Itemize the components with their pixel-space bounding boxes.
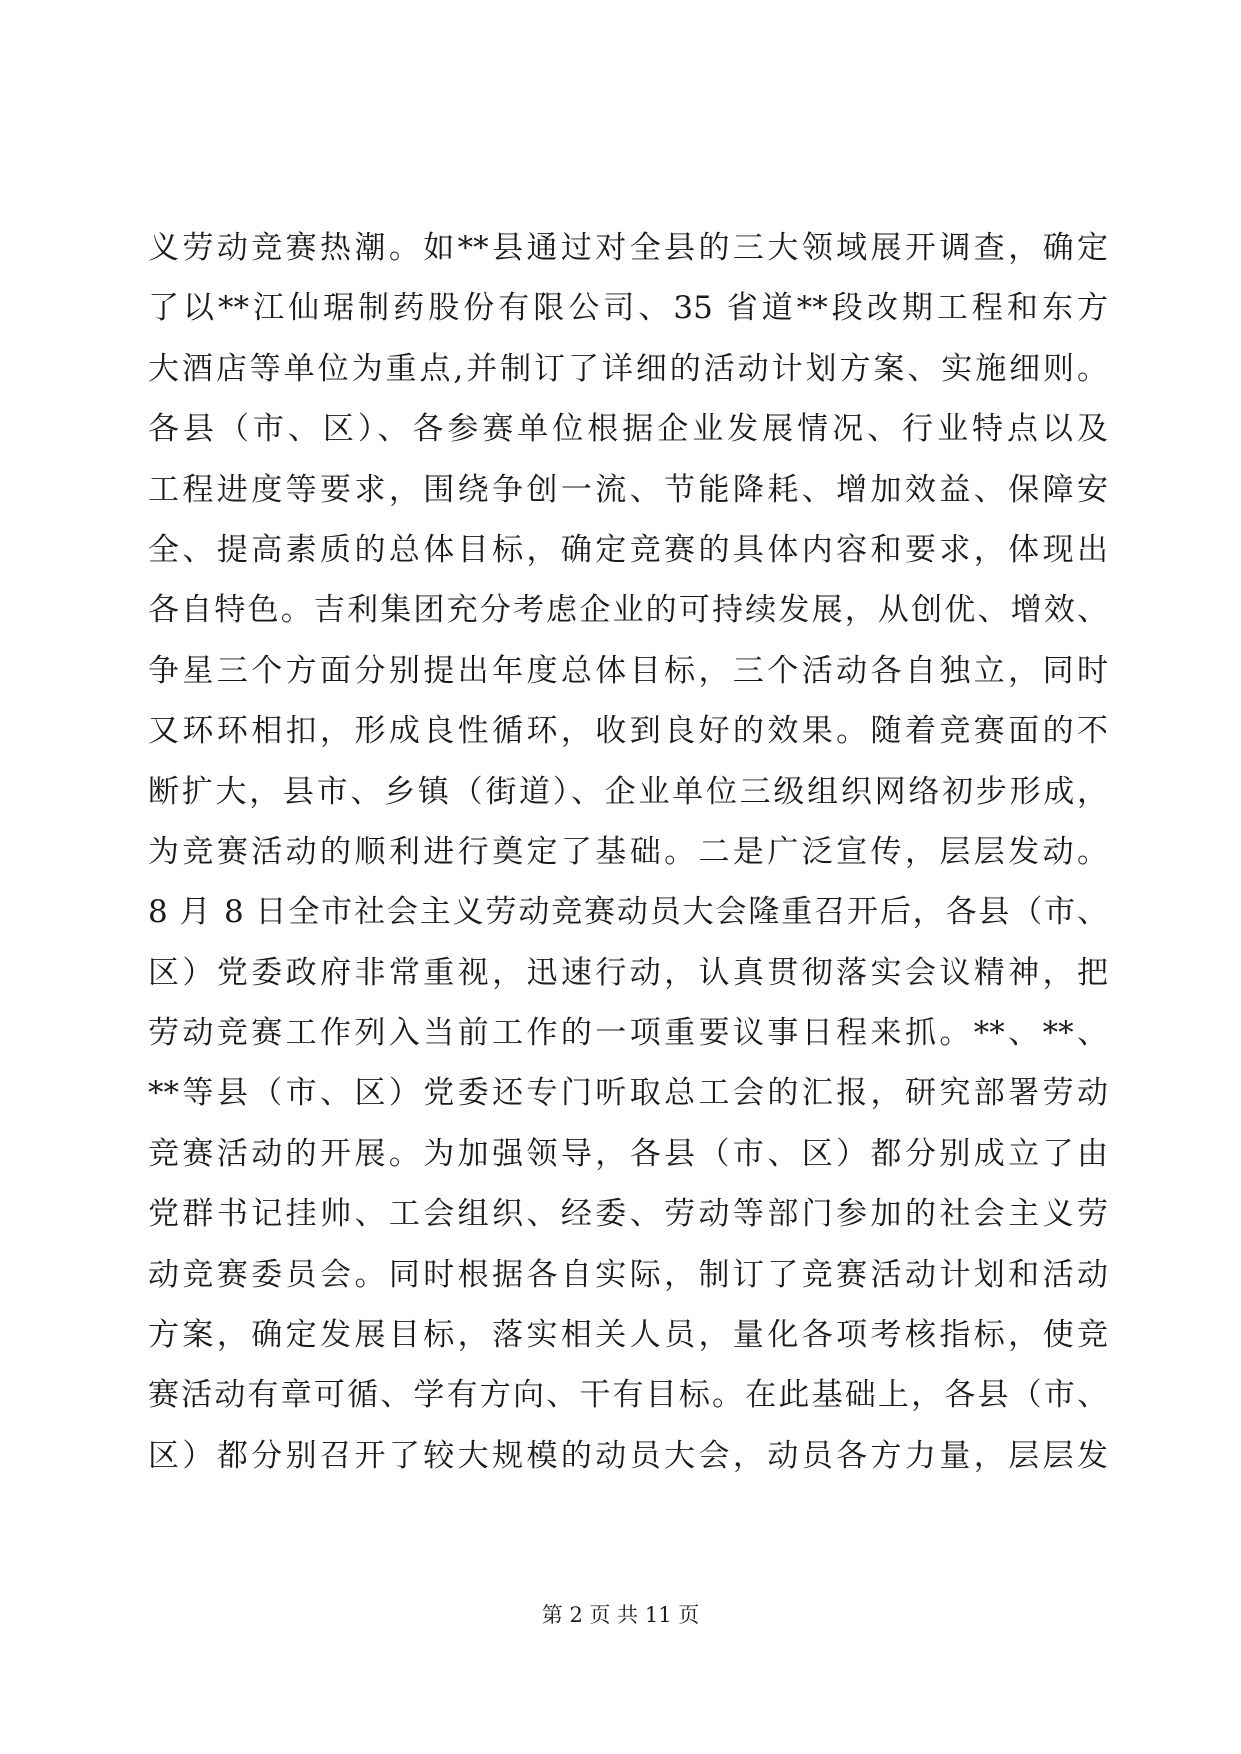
text-line: 赛活动有章可循、学有方向、干有目标。在此基础上，各县（市、 xyxy=(148,1377,1108,1414)
text-line: 为竞赛活动的顺利进行奠定了基础。二是广泛宣传，层层发动。 xyxy=(148,833,1108,870)
text-line: 劳动竞赛工作列入当前工作的一项重要议事日程来抓。**、**、 xyxy=(148,1015,1108,1052)
page-number-label: 第 2 页 共 11 页 xyxy=(541,1603,700,1627)
text-line: 竞赛活动的开展。为加强领导，各县（市、区）都分别成立了由 xyxy=(148,1135,1108,1172)
text-line: 断扩大，县市、乡镇（街道）、企业单位三级组织网络初步形成， xyxy=(148,773,1108,810)
text-line: 工程进度等要求，围绕争创一流、节能降耗、增加效益、保障安 xyxy=(148,471,1108,508)
text-line: 各自特色。吉利集团充分考虑企业的可持续发展，从创优、增效、 xyxy=(148,592,1108,629)
text-line: 了以**江仙琚制药股份有限公司、35 省道**段改期工程和东方 xyxy=(148,290,1108,327)
body-text xyxy=(148,228,1108,1496)
text-line: 动竞赛委员会。同时根据各自实际，制订了竞赛活动计划和活动 xyxy=(148,1256,1108,1293)
text-line: 区）都分别召开了较大规模的动员大会，动员各方力量，层层发 xyxy=(148,1437,1108,1474)
text-line: 全、提高素质的总体目标，确定竞赛的具体内容和要求，体现出 xyxy=(148,531,1108,568)
text-line: 区）党委政府非常重视，迅速行动，认真贯彻落实会议精神，把 xyxy=(148,954,1108,991)
text-line: 义劳动竞赛热潮。如**县通过对全县的三大领域展开调查，确定 xyxy=(148,230,1108,266)
text-line: 又环环相扣，形成良性循环，收到良好的效果。随着竞赛面的不 xyxy=(148,713,1108,750)
text-line: 各县（市、区）、各参赛单位根据企业发展情况、行业特点以及 xyxy=(148,411,1108,448)
text-line: 党群书记挂帅、工会组织、经委、劳动等部门参加的社会主义劳 xyxy=(148,1196,1108,1233)
text-line: 8 月 8 日全市社会主义劳动竞赛动员大会隆重召开后，各县（市、 xyxy=(148,894,1108,931)
text-line: **等县（市、区）党委还专门听取总工会的汇报，研究部署劳动 xyxy=(148,1075,1108,1112)
text-line: 争星三个方面分别提出年度总体目标，三个活动各自独立，同时 xyxy=(148,652,1108,689)
text-line: 方案，确定发展目标，落实相关人员，量化各项考核指标，使竞 xyxy=(148,1317,1108,1354)
text-line: 大酒店等单位为重点,并制订了详细的活动计划方案、实施细则。 xyxy=(148,350,1108,387)
page-footer xyxy=(0,1601,1241,1629)
